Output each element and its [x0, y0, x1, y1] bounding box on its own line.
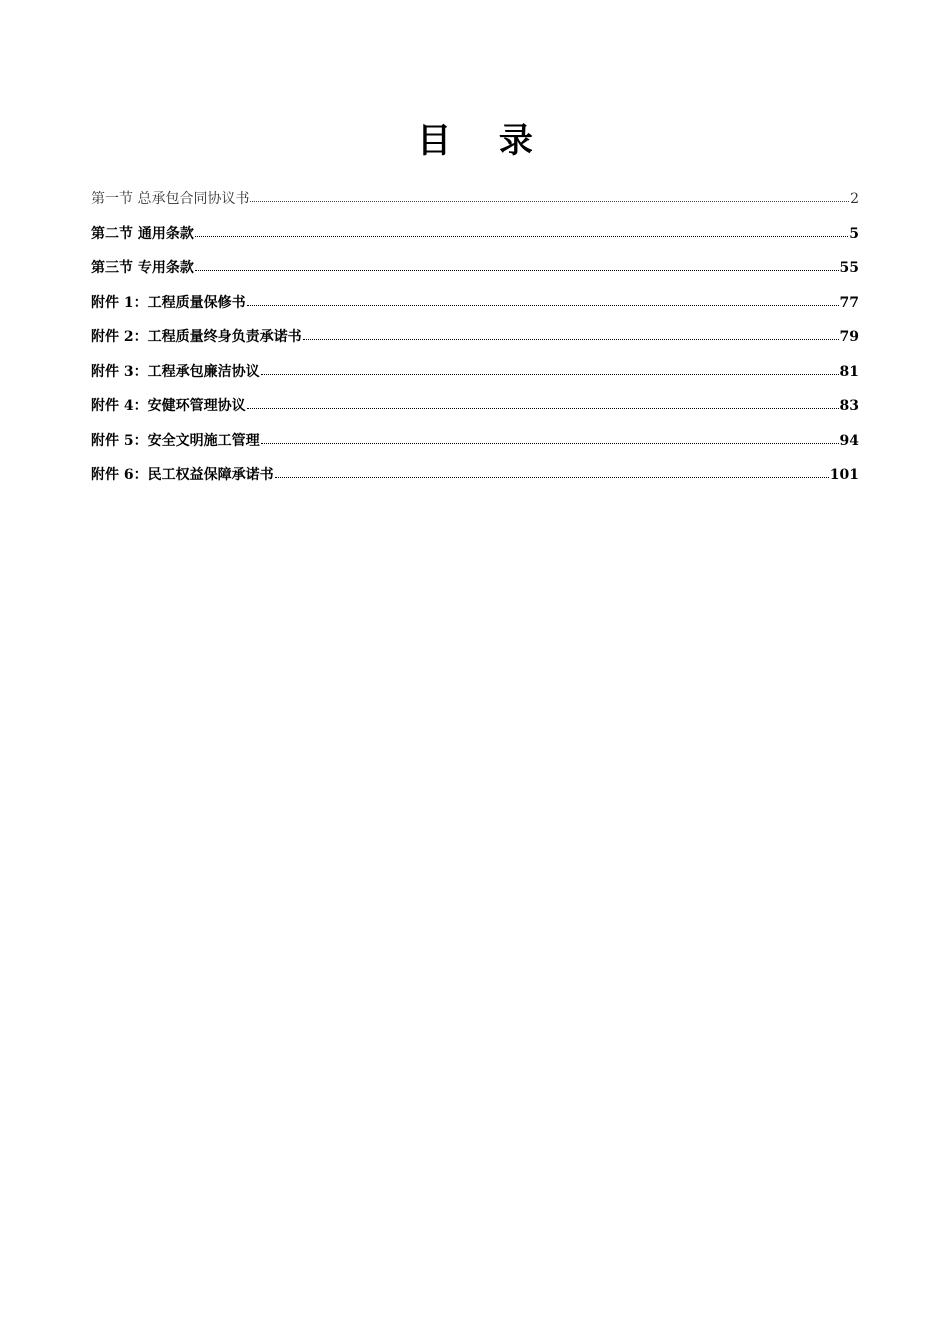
toc-entry-page: 55 [839, 260, 859, 276]
toc-entry[interactable] [91, 464, 859, 499]
toc-entry-page: 101 [829, 467, 859, 483]
toc-dot-leader [195, 256, 839, 271]
toc-dot-leader [195, 222, 848, 237]
toc-entry-label: 第二节 通用条款 [91, 225, 194, 242]
toc-entry[interactable] [91, 292, 859, 327]
toc-entry-page: 77 [839, 294, 859, 311]
toc-entry-label: 第一节 总承包合同协议书 [91, 191, 250, 207]
toc-entry-label: 附件 3：工程承包廉洁协议 [91, 363, 260, 380]
toc-entry-page: 94 [839, 432, 859, 449]
toc-dot-leader [303, 325, 839, 340]
toc-dot-leader [247, 394, 839, 409]
toc-entry-page: 2 [850, 191, 859, 207]
toc-entry-label: 附件 2：工程质量终身负责承诺书 [91, 329, 302, 345]
toc-entry-label: 附件 6：民工权益保障承诺书 [91, 467, 274, 483]
toc-entry-page: 5 [849, 225, 859, 242]
toc-entry[interactable] [91, 223, 859, 258]
toc-entry[interactable] [91, 430, 859, 465]
toc-entry[interactable] [91, 361, 859, 396]
toc-dot-leader [250, 187, 849, 202]
toc-entry[interactable] [91, 257, 859, 292]
toc-entry-label: 附件 4：安健环管理协议 [91, 398, 246, 414]
toc-entry-label: 附件 1：工程质量保修书 [91, 294, 246, 311]
toc-dot-leader [261, 429, 839, 444]
toc-dot-leader [261, 360, 839, 375]
toc-dot-leader [247, 291, 839, 306]
toc-entry[interactable] [91, 326, 859, 361]
toc-title: 目 录 [417, 121, 551, 161]
toc-entry-label: 附件 5：安全文明施工管理 [91, 432, 260, 449]
toc-entry-page: 79 [839, 329, 859, 345]
toc-entry[interactable] [91, 188, 859, 223]
toc-entry-page: 81 [839, 363, 859, 380]
toc-entry[interactable] [91, 395, 859, 430]
toc-dot-leader [275, 463, 829, 478]
toc-list [91, 188, 859, 499]
toc-entry-label: 第三节 专用条款 [91, 260, 194, 276]
toc-entry-page: 83 [839, 398, 859, 414]
